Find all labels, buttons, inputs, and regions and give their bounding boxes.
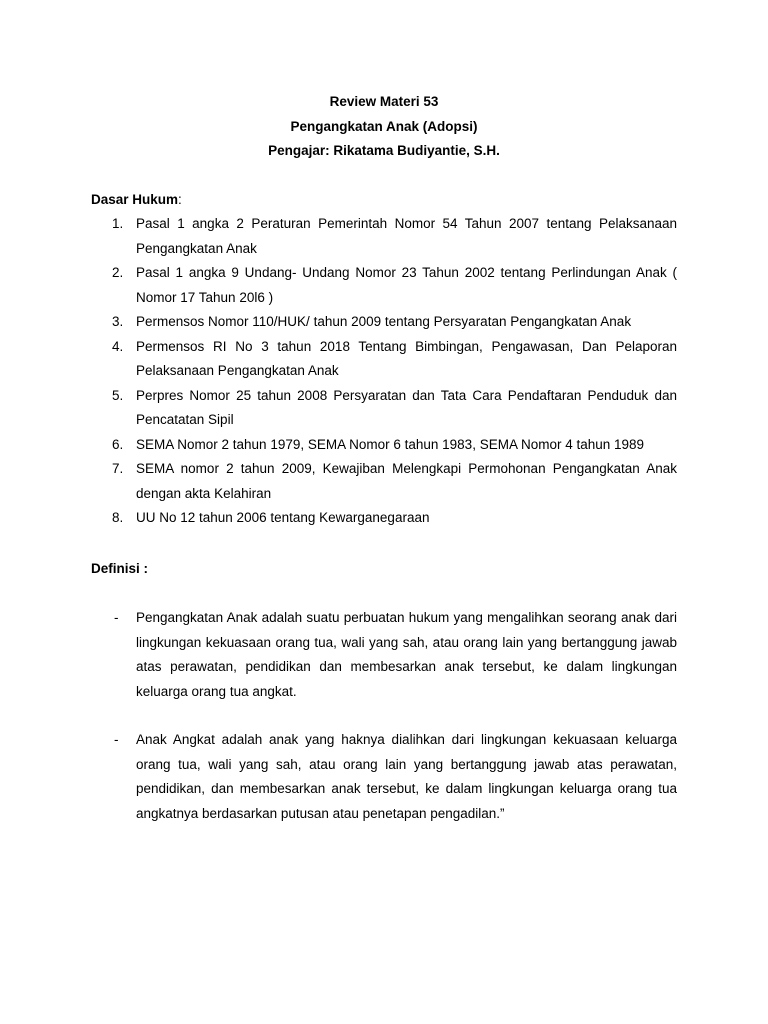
teacher-line: Pengajar: Rikatama Budiyantie, S.H. xyxy=(268,143,500,158)
definition-item xyxy=(91,728,677,826)
definition-item xyxy=(91,606,677,704)
list-item xyxy=(91,261,677,310)
definition-dash: - xyxy=(114,732,119,747)
definitions-heading-text: Definisi : xyxy=(91,561,149,576)
legal-basis-heading xyxy=(91,188,182,213)
list-item-text: UU No 12 tahun 2006 tentang Kewarganegaraan xyxy=(136,510,430,525)
list-item xyxy=(91,506,677,531)
list-item-text: Pasal 1 angka 2 Peraturan Pemerintah Nomor 54 Tahun 2007 tentang Pelaksanaan Pengangkatan Anak xyxy=(136,216,677,256)
list-item-text: Permensos Nomor 110/HUK/ tahun 2009 tentang Persyaratan Pengangkatan Anak xyxy=(136,314,632,329)
definition-dash: - xyxy=(114,610,119,625)
list-item-text: Pasal 1 angka 9 Undang- Undang Nomor 23 Tahun 2002 tentang Perlindungan Anak ( Nomor 17 Tahun 20l6 ) xyxy=(136,265,677,305)
definition-text: Pengangkatan Anak adalah suatu perbuatan hukum yang mengalihkan seorang anak dari lingkungan kekuasaan orang tua, wali yang sah, atau orang lain yang bertanggung jawab atas perawatan, pendidikan dan membesarkan anak tersebut, ke dalam lingkungan keluarga orang tua angkat. xyxy=(136,610,677,699)
list-item-number: 4. xyxy=(112,338,124,354)
legal-basis-heading-text: Dasar Hukum xyxy=(91,192,179,207)
definitions-heading xyxy=(91,557,148,582)
list-item-text: SEMA Nomor 2 tahun 1979, SEMA Nomor 6 tahun 1983, SEMA Nomor 4 tahun 1989 xyxy=(136,436,645,452)
list-item xyxy=(91,335,677,384)
list-item-text: SEMA nomor 2 tahun 2009, Kewajiban Melengkapi Permohonan Pengangkatan Anak dengan akta Kelahiran xyxy=(136,461,677,501)
title-block xyxy=(0,90,768,164)
list-item-number: 1. xyxy=(112,216,124,231)
legal-basis-heading-colon: : xyxy=(178,192,182,207)
definition-text: Anak Angkat adalah anak yang haknya dialihkan dari lingkungan kekuasaan keluarga orang tua, wali yang sah, atau orang lain yang bertanggung jawab atas perawatan, pendidikan, dan membesarkan anak tersebut, ke dalam lingkungan keluarga orang tua angkatnya berdasarkan putusan atau penetapan pengadilan.” xyxy=(136,732,677,821)
list-item-number: 5. xyxy=(112,387,124,403)
list-item xyxy=(91,457,677,506)
list-item-text: Perpres Nomor 25 tahun 2008 Persyaratan dan Tata Cara Pendaftaran Penduduk dan Pencatatan Sipil xyxy=(136,387,677,427)
legal-basis-list xyxy=(91,212,677,531)
document-subtitle: Pengangkatan Anak (Adopsi) xyxy=(290,118,478,134)
document-title: Review Materi 53 xyxy=(329,94,439,109)
list-item xyxy=(91,433,677,458)
list-item-number: 6. xyxy=(112,436,124,452)
list-item-number: 7. xyxy=(112,461,124,476)
list-item xyxy=(91,212,677,261)
list-item xyxy=(91,310,677,335)
list-item-number: 3. xyxy=(112,314,124,329)
list-item-number: 8. xyxy=(112,510,124,525)
list-item-text: Permensos RI No 3 tahun 2018 Tentang Bimbingan, Pengawasan, Dan Pelaporan Pelaksanaan Pengangkatan Anak xyxy=(136,338,677,378)
list-item-number: 2. xyxy=(112,265,124,280)
list-item xyxy=(91,384,677,433)
